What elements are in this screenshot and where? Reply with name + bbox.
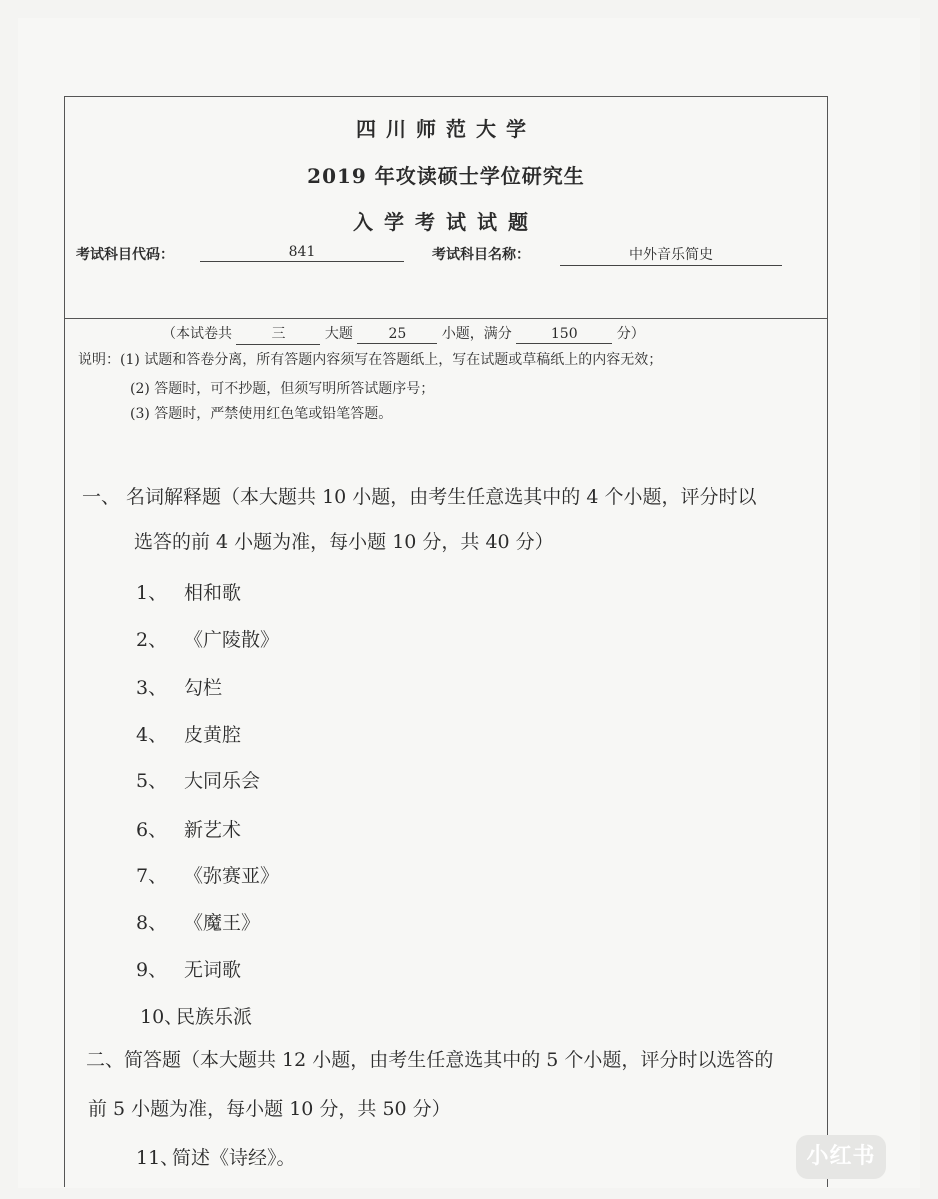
summary-questions: 25 <box>357 326 437 344</box>
subject-code-value: 841 <box>200 244 404 262</box>
list-item: 9、 无词歌 <box>136 959 242 981</box>
list-item: 10、民族乐派 <box>140 1006 253 1028</box>
section2-heading: 二、简答题（本大题共 12 小题，由考生任意选其中的 5 个小题，评分时以选答的 <box>86 1049 774 1071</box>
instruction-note-2: (2) 答题时，可不抄题，但须写明所答试题序号； <box>130 381 435 397</box>
subject-info-row <box>76 244 713 264</box>
list-item: 6、 新艺术 <box>136 819 242 841</box>
instruction-note-1: 说明：(1) 试题和答卷分离，所有答题内容须写在答题纸上，写在试题或草稿纸上的内容无效； <box>78 352 663 368</box>
subject-code-label: 考试科目代码： <box>76 247 174 263</box>
exam-year-title: 2019 年攻读硕士学位研究生 <box>307 164 585 188</box>
summary-prefix: （本试卷共 <box>162 326 232 342</box>
section1-heading-cont: 选答的前 4 小题为准，每小题 10 分，共 40 分） <box>134 531 554 553</box>
summary-sections: 三 <box>236 323 320 345</box>
list-item: 5、 大同乐会 <box>136 770 261 792</box>
summary-suffix: 分） <box>616 326 645 342</box>
header-divider <box>64 318 828 319</box>
university-name: 四川师范大学 <box>356 117 536 141</box>
list-item: 2、 《广陵散》 <box>136 629 280 651</box>
paper-summary <box>162 323 645 345</box>
list-item: 8、 《魔王》 <box>136 912 261 934</box>
list-item: 4、 皮黄腔 <box>136 724 242 746</box>
watermark-logo: 小红书 <box>796 1135 886 1179</box>
subject-name-value: 中外音乐简史 <box>560 244 782 266</box>
summary-mid1: 大题 <box>324 326 353 342</box>
section2-heading-cont: 前 5 小题为准，每小题 10 分，共 50 分） <box>88 1098 451 1120</box>
summary-score: 150 <box>516 326 612 344</box>
section1-heading: 一、 名词解释题（本大题共 10 小题，由考生任意选其中的 4 个小题，评分时以 <box>82 486 757 508</box>
instruction-note-3: (3) 答题时，严禁使用红色笔或铅笔答题。 <box>130 406 393 422</box>
list-item: 1、 相和歌 <box>136 582 242 604</box>
summary-mid2: 小题，满分 <box>441 326 512 342</box>
list-item: 3、 勾栏 <box>136 677 223 699</box>
subject-name-label: 考试科目名称： <box>432 247 530 263</box>
list-item: 7、 《弥赛亚》 <box>136 865 280 887</box>
exam-title: 入学考试试题 <box>353 210 539 234</box>
list-item: 11、简述《诗经》。 <box>136 1147 296 1169</box>
